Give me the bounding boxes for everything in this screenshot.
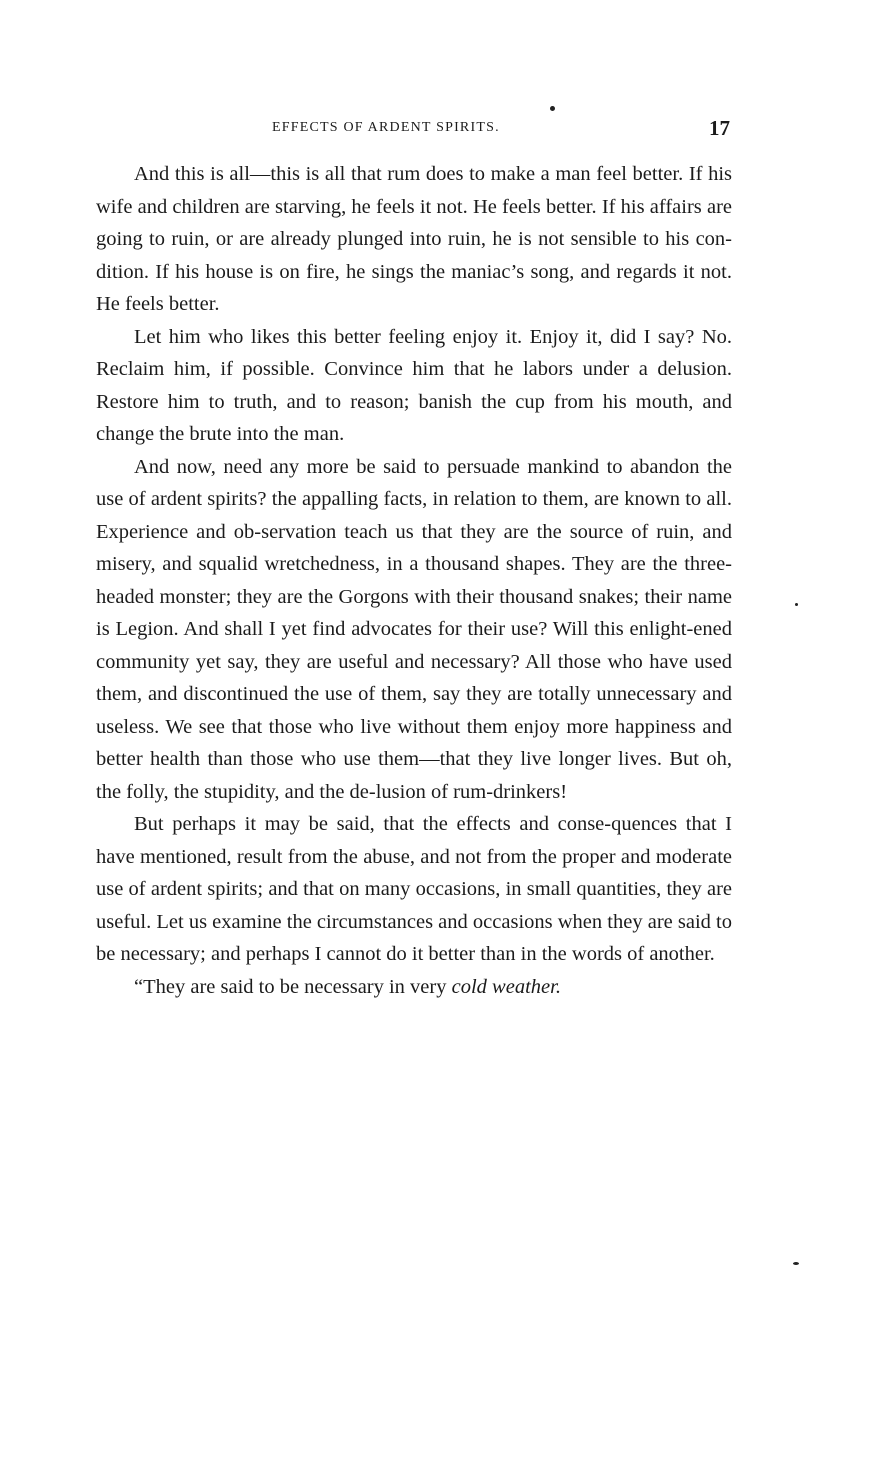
paragraph-3: And now, need any more be said to persuade mankind to abandon the use of ardent spirits? the appalling facts, in relation to them, are known to all. Experience and ob-servation teach us that they are the source of ruin, and misery, and squalid wretchedness, in a thousand shapes. They are the three-headed monster; they are the Gorgons with their thousand snakes; their name is Legion. And shall I yet find advocates for their use? Will this enlight-ened community yet say, they are useful and necessary? All those who have used them, and discontinued the use of them, say they are totally unnecessary and useless. We see that those who live without them enjoy more happiness and better health than those who use them—that they live longer lives. But oh, the folly, the stupidity, and the de-lusion of rum-drinkers! [96, 455, 732, 803]
paragraph-5 [96, 971, 732, 1004]
paragraph-1: And this is all—this is all that rum does to make a man feel better. If his wife and children are starving, he feels it not. He feels better. If his affairs are going to ruin, or are already plunged into ruin, he is not sensible to his con-dition. If his house is on fire, he sings the maniac’s song, and regards it not. He feels better. [96, 163, 732, 315]
quote-start-text: “They are said to be necessary in very [134, 975, 452, 998]
paragraph-4: But perhaps it may be said, that the effects and conse-quences that I have mentioned, result from the abuse, and not from the proper and moderate use of ardent spirits; and that on many occasions, in small quantities, they are useful. Let us examine the circumstances and occasions when they are said to be necessary; and perhaps I cannot do it better than in the words of another. [96, 813, 732, 965]
running-head [96, 116, 732, 142]
ink-speck [793, 1262, 799, 1265]
paragraph-2: Let him who likes this better feeling enjoy it. Enjoy it, did I say? No. Reclaim him, if possible. Convince him that he labors under a delusion. Restore him to truth, and to reason; banish the cup from his mouth, and change the brute into the man. [96, 325, 732, 445]
ink-speck [550, 106, 555, 111]
page-number: 17 [709, 116, 730, 140]
cold-weather-italic: cold weather. [451, 975, 561, 998]
body-text [96, 158, 732, 1003]
ink-speck [795, 603, 798, 606]
running-title: EFFECTS OF ARDENT SPIRITS. [272, 120, 500, 135]
